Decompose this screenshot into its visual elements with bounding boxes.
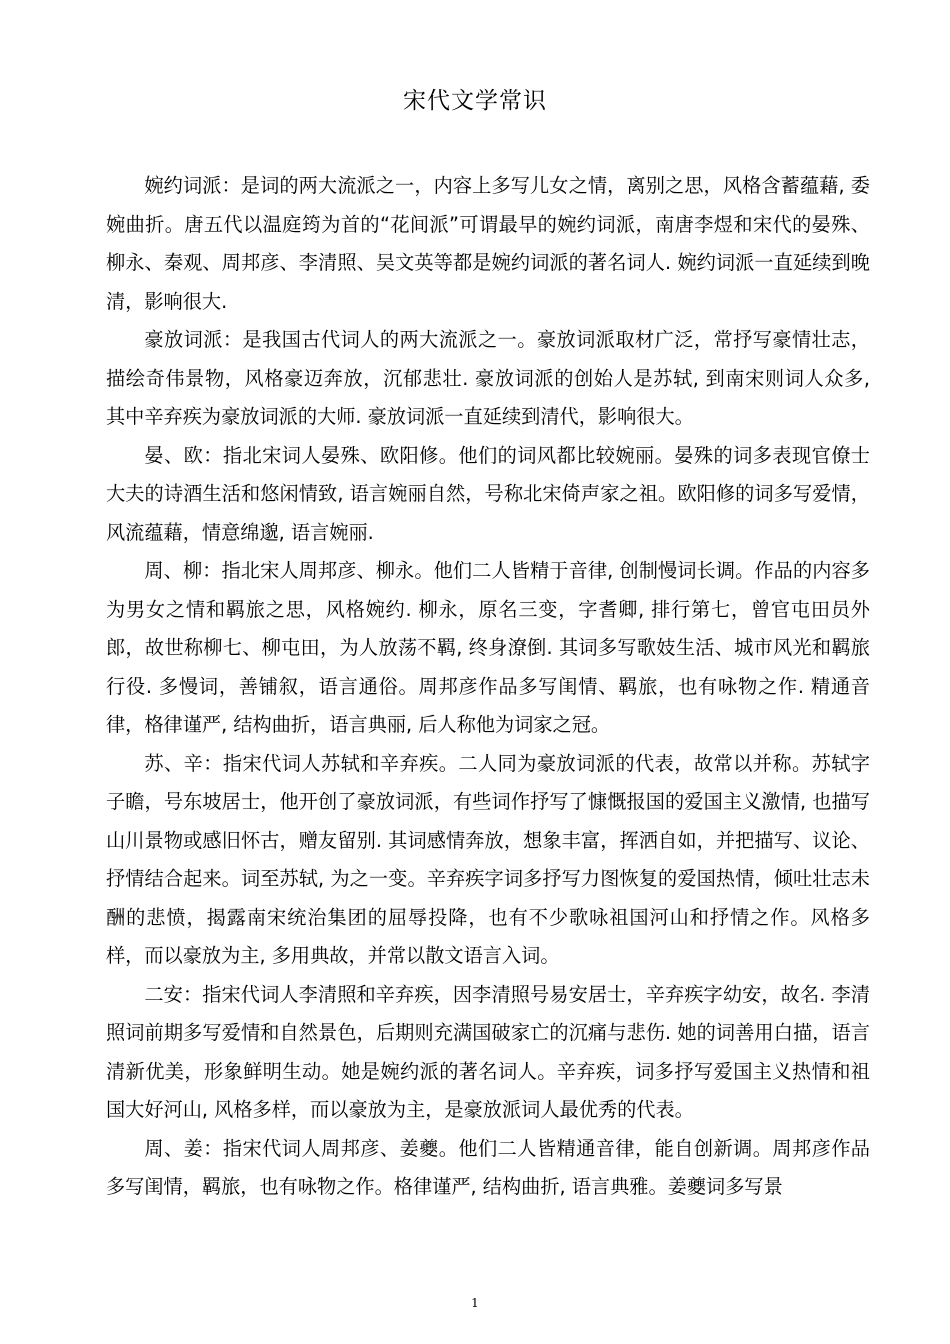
paragraph-haofang: 豪放词派：是我国古代词人的两大流派之一。豪放词派取材广泛，常抒写豪情壮志，描绘奇伟景物，风格豪迈奔放，沉郁悲壮. 豪放词派的创始人是苏轼, 到南宋则词人众多, 其中辛弃疾为豪放词派的大师. 豪放词派一直延续到清代，影响很大。 <box>106 328 870 428</box>
page-title: 宋代文学常识 <box>403 88 547 114</box>
paragraph-zhou-liu: 周、柳：指北宋人周邦彦、柳永。他们二人皆精于音律, 创制慢词长调。作品的内容多为男女之情和羁旅之思，风格婉约. 柳永，原名三变，字耆卿, 排行第七，曾官屯田员外郎，故世称柳七、柳屯田，为人放荡不羁, 终身潦倒. 其词多写歌妓生活、城市风光和羁旅行役. 多慢词，善铺叙，语言通俗。周邦彦作品多写闺情、羁旅，也有咏物之作. 精通音律，格律谨严, 结构曲折，语言典丽, 后人称他为词家之冠。 <box>106 559 870 736</box>
document-body <box>106 167 870 1207</box>
paragraph-yan-ou: 晏、欧：指北宋词人晏殊、欧阳修。他们的词风都比较婉丽。晏殊的词多表现官僚士大夫的诗酒生活和悠闲情致, 语言婉丽自然，号称北宋倚声家之祖。欧阳修的词多写爱情，风流蕴藉，情意绵邈, 语言婉丽. <box>106 443 870 544</box>
paragraph-zhou-jiang: 周、姜：指宋代词人周邦彦、姜夔。他们二人皆精通音律，能自创新调。周邦彦作品多写闺情，羁旅，也有咏物之作。格律谨严, 结构曲折, 语言典雅。姜夔词多写景 <box>106 1136 870 1198</box>
page-number: 1 <box>471 1296 479 1310</box>
paragraph-wanyue: 婉约词派：是词的两大流派之一，内容上多写儿女之情，离别之思，风格含蓄蕴藉, 委婉曲折。唐五代以温庭筠为首的“花间派”可谓最早的婉约词派，南唐李煜和宋代的晏殊、柳永、秦观、周邦彦、李清照、吴文英等都是婉约词派的著名词人. 婉约词派一直延续到晚清，影响很大. <box>106 174 870 313</box>
paragraph-su-xin: 苏、辛：指宋代词人苏轼和辛弃疾。二人同为豪放词派的代表，故常以并称。苏轼字子瞻，号东坡居士，他开创了豪放词派，有些词作抒写了慷慨报国的爱国主义激情, 也描写山川景物或感旧怀古，赠友留别. 其词感情奔放，想象丰富，挥洒自如，并把描写、议论、抒情结合起来。词至苏轼, 为之一变。辛弃疾字词多抒写力图恢复的爱国热情，倾吐壮志未酬的悲愤，揭露南宋统治集团的屈辱投降，也有不少歌咏祖国河山和抒情之作。风格多样，而以豪放为主, 多用典故，并常以散文语言入词。 <box>106 751 870 967</box>
paragraph-er-an: 二安：指宋代词人李清照和辛弃疾，因李清照号易安居士，辛弃疾字幼安，故名. 李清照词前期多写爱情和自然景色，后期则充满国破家亡的沉痛与悲伤. 她的词善用白描，语言清新优美，形象鲜明生动。她是婉约派的著名词人。辛弃疾，词多抒写爱国主义热情和祖国大好河山, 风格多样，而以豪放为主，是豪放派词人最优秀的代表。 <box>106 982 870 1121</box>
